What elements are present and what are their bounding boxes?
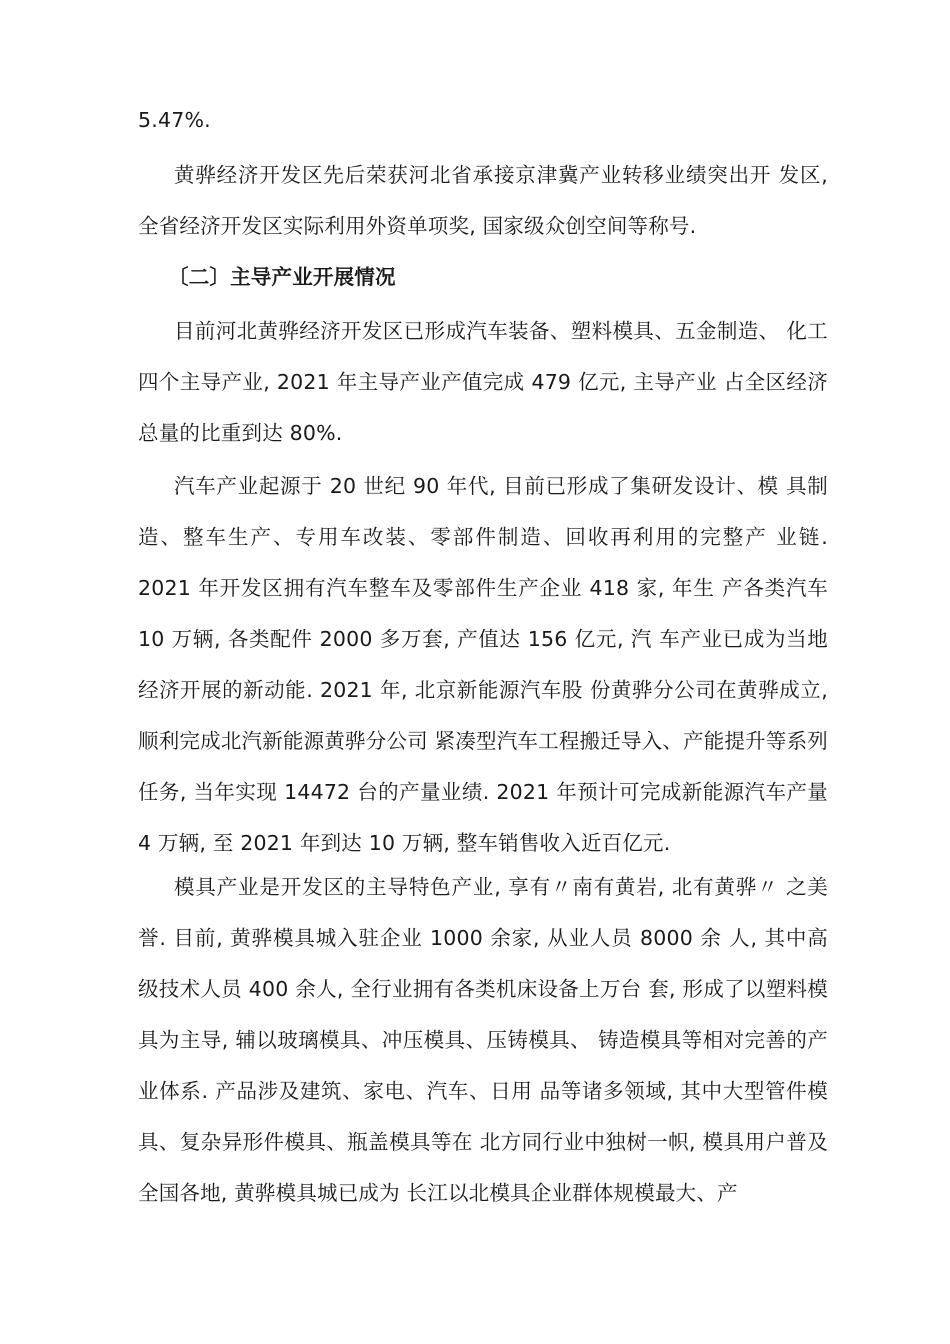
paragraph-honors: 黄骅经济开发区先后荣获河北省承接京津冀产业转移业绩突出开 发区, 全省经济开发区实际利用外资单项奖, 国家级众创空间等称号.: [138, 163, 828, 238]
paragraph-automotive-industry: 汽车产业起源于 20 世纪 90 年代, 目前已形成了集研发设计、模 具制造、整车生产、专用车改装、零部件制造、回收再利用的完整产 业链. 2021 年开发区拥有汽车整车及零部件生产企业 418 家, 年生 产各类汽车 10 万辆, 各类配件 2000 多万套, 产值达 156 亿元, 汽 车产业已成为当地经济开展的新动能. 2021 年, 北京新能源汽车股 份黄骅分公司在黄骅成立, 顺利完成北汽新能源黄骅分公司 紧凑型汽车工程搬迁导入、产能提升等系列任务, 当年实现 14472 台的产量业绩. 2021 年预计可完成新能源汽车产量 4 万辆, 至 2021 年到达 10 万辆, 整车销售收入近百亿元.: [138, 474, 828, 855]
paragraph-continuation: 5.47%.: [138, 108, 211, 132]
section-heading: 〔二〕主导产业开展情况: [168, 265, 396, 289]
paragraph-leading-industries: 目前河北黄骅经济开发区已形成汽车装备、塑料模具、五金制造、 化工四个主导产业, 2021 年主导产业产值完成 479 亿元, 主导产业 占全区经济总量的比重到达 80%.: [138, 319, 828, 445]
paragraph-mould-industry: 模具产业是开发区的主导特色产业, 享有〃南有黄岩, 北有黄骅〃 之美誉. 目前, 黄骅模具城入驻企业 1000 余家, 从业人员 8000 余 人, 其中高级技术人员 400 余人, 全行业拥有各类机床设备上万台 套, 形成了以塑料模具为主导, 辅以玻璃模具、冲压模具、压铸模具、 铸造模具等相对完善的产业体系. 产品涉及建筑、家电、汽车、日用 品等诸多领域, 其中大型管件模具、复杂异形件模具、瓶盖模具等在 北方同行业中独树一帜, 模具用户普及全国各地, 黄骅模具城已成为 长江以北模具企业群体规模最大、产: [138, 875, 828, 1205]
